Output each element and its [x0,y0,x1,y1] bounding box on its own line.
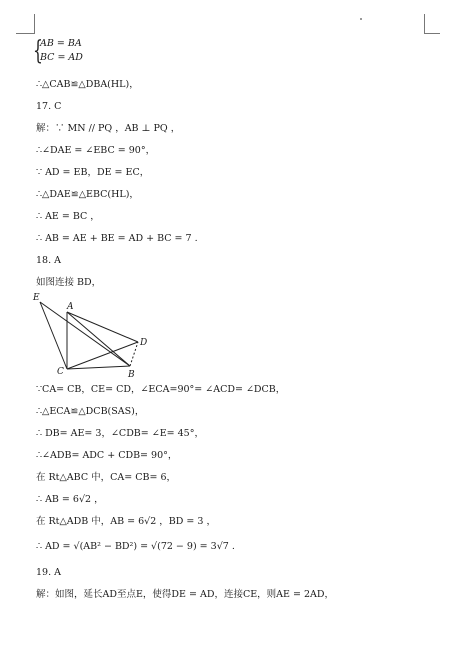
text-line: ∴ AB = AE + BE = AD + BC = 7 . [36,233,198,244]
segment-BD-dashed [130,342,138,366]
question-number-18: 18. A [36,255,61,266]
text-line: ∴ AE = BC ， [36,211,100,222]
segment-AD [67,312,138,342]
label-A: A [67,302,74,312]
text-line: 如图连接 BD， [36,277,102,288]
question-number-19: 19. A [36,567,61,578]
text-line: ∴∠DAE = ∠EBC = 90°， [36,145,156,156]
text-line: ∴ AB = 6√2 ， [36,494,104,505]
text-line: ∵CA= CB，CE= CD，∠ECA=90°= ∠ACD= ∠DCB， [36,384,286,395]
text-line: 解：∵ MN // PQ ，AB ⊥ PQ ， [36,123,181,134]
text-line: ∴ DB= AE= 3，∠CDB= ∠E= 45°， [36,428,204,439]
system-equation-2: BC = AD [40,52,83,63]
text-line: ∴△DAE≌△EBC(HL)， [36,189,139,200]
label-E: E [33,293,40,303]
text-line: ∴∠ADB= ADC + CDB= 90°， [36,450,178,461]
label-D: D [140,338,148,348]
text-line: 在 Rt△ADB 中，AB = 6√2 ，BD = 3 ， [36,516,216,527]
label-C: C [57,367,64,377]
system-equation-1: AB = BA [40,38,82,49]
text-line: 在 Rt△ABC 中，CA= CB= 6， [36,472,176,483]
segment-EB [40,302,130,366]
text-line: ∴△ECA≌△DCB(SAS)， [36,406,145,417]
text-line: ∴ AD = √(AB² − BD²) = √(72 − 9) = 3√7 . [36,541,235,552]
question-number-17: 17. C [36,101,62,112]
text-line: ∴△CAB≌△DBA(HL)， [36,79,139,90]
text-line: 解：如图，延长AD至点E，使得DE = AD，连接CE，则AE = 2AD， [36,589,334,600]
label-B: B [128,370,135,380]
system-brace: { [33,36,43,66]
segment-AB [67,312,130,366]
text-line: ∵ AD = EB，DE = EC， [36,167,150,178]
segment-CB [67,366,130,369]
